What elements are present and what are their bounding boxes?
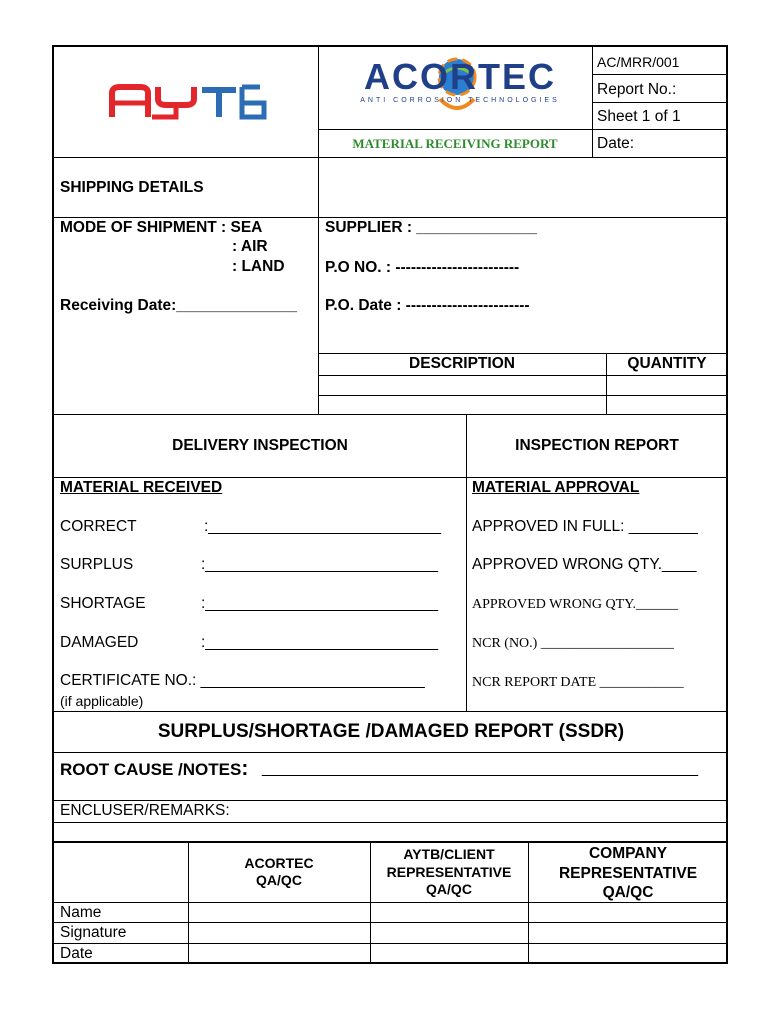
- divider: [54, 800, 728, 801]
- damaged-label: DAMAGED: [60, 634, 139, 651]
- supplier-field[interactable]: SUPPLIER : ______________: [325, 219, 537, 236]
- mode-air: : AIR: [232, 238, 268, 255]
- signoff-row-signature: Signature: [60, 924, 127, 941]
- remarks-field[interactable]: [55, 823, 727, 840]
- remarks-label: ENCLUSER/REMARKS:: [60, 802, 230, 819]
- shipping-details-title: SHIPPING DETAILS: [60, 179, 204, 196]
- correct-label: CORRECT: [60, 518, 137, 535]
- approved-wrong-qty-field[interactable]: APPROVED WRONG QTY.____: [472, 556, 697, 573]
- delivery-inspection-title: DELIVERY INSPECTION: [172, 437, 348, 454]
- signoff-cell[interactable]: [529, 944, 727, 963]
- report-no-label: Report No.:: [597, 81, 677, 98]
- root-cause-field[interactable]: _________________________________________________: [262, 760, 699, 777]
- material-received-heading: MATERIAL RECEIVED: [60, 479, 223, 496]
- root-cause-text: ROOT CAUSE /NOTES: [60, 760, 242, 779]
- acortec-wordmark: ACORTEC: [364, 56, 556, 97]
- description-header: DESCRIPTION: [409, 355, 515, 372]
- signoff-col-line: COMPANY: [588, 845, 668, 862]
- divider: [54, 414, 728, 415]
- doc-code: AC/MRR/001: [597, 54, 680, 70]
- signoff-col-company: [528, 844, 728, 903]
- ncr-no-field[interactable]: NCR (NO.) ___________________: [472, 636, 674, 651]
- description-cell[interactable]: [319, 376, 605, 394]
- sheet-label: Sheet 1 of 1: [597, 108, 681, 125]
- mode-land: : LAND: [232, 258, 285, 275]
- inspection-report-title: INSPECTION REPORT: [515, 437, 679, 454]
- root-cause-label: [60, 759, 248, 780]
- signoff-col-line: QA/QC: [602, 884, 654, 901]
- surplus-label: SURPLUS: [60, 556, 134, 573]
- acortec-logo: [344, 51, 576, 123]
- material-receiving-report-form: [52, 45, 728, 964]
- divider: [592, 74, 728, 75]
- po-date-field[interactable]: P.O. Date : ------------------------: [325, 297, 530, 314]
- acortec-tagline: ANTI CORROSION TECHNOLOGIES: [360, 97, 560, 104]
- divider: [54, 841, 728, 843]
- divider: [54, 711, 728, 712]
- divider: [466, 414, 467, 711]
- root-cause-colon: :: [241, 757, 249, 780]
- shortage-field[interactable]: :___________________________: [201, 595, 439, 612]
- signoff-col-line: AYTB/CLIENT: [403, 846, 495, 862]
- shortage-label: SHORTAGE: [60, 595, 146, 612]
- signoff-cell[interactable]: [371, 944, 527, 963]
- if-applicable-note: (if applicable): [60, 693, 144, 709]
- material-approval-heading: MATERIAL APPROVAL: [472, 479, 640, 496]
- signoff-cell[interactable]: [371, 923, 527, 943]
- quantity-cell[interactable]: [607, 376, 727, 394]
- description-cell[interactable]: [319, 396, 605, 413]
- receiving-date-field[interactable]: Receiving Date:______________: [60, 297, 297, 314]
- signoff-col-acortec: [188, 855, 370, 889]
- signoff-col-client: [370, 846, 528, 899]
- quantity-cell[interactable]: [607, 396, 727, 413]
- signoff-col-line: REPRESENTATIVE: [558, 864, 698, 882]
- signoff-cell[interactable]: [371, 903, 527, 922]
- certificate-no-field[interactable]: CERTIFICATE NO.: __________________________: [60, 672, 425, 689]
- surplus-field[interactable]: :___________________________: [201, 556, 439, 573]
- signoff-cell[interactable]: [189, 923, 369, 943]
- signoff-cell[interactable]: [189, 903, 369, 922]
- divider: [592, 102, 728, 103]
- report-title: MATERIAL RECEIVING REPORT: [352, 136, 558, 151]
- aytb-logo: [108, 81, 268, 123]
- signoff-cell[interactable]: [529, 923, 727, 943]
- divider: [54, 477, 728, 478]
- divider: [54, 217, 728, 218]
- damaged-field[interactable]: :___________________________: [201, 634, 439, 651]
- signoff-col-line: REPRESENTATIVE: [386, 863, 512, 880]
- approved-in-full-field[interactable]: APPROVED IN FULL: ________: [472, 518, 698, 535]
- date-label: Date:: [597, 135, 635, 152]
- mode-of-shipment: MODE OF SHIPMENT : SEA: [60, 219, 263, 236]
- signoff-col-line: QA/QC: [256, 872, 302, 888]
- signoff-row-name: Name: [60, 904, 102, 921]
- ssdr-title: SURPLUS/SHORTAGE /DAMAGED REPORT (SSDR): [157, 721, 625, 742]
- quantity-header: QUANTITY: [627, 355, 707, 372]
- signoff-row-date: Date: [60, 945, 93, 962]
- divider: [54, 157, 728, 158]
- signoff-col-line: ACORTEC: [244, 855, 314, 871]
- signoff-cell[interactable]: [189, 944, 369, 963]
- divider: [54, 752, 728, 753]
- divider: [318, 353, 728, 354]
- correct-field[interactable]: :___________________________: [204, 518, 442, 535]
- ncr-report-date-field[interactable]: NCR REPORT DATE ____________: [472, 675, 684, 690]
- po-no-field[interactable]: P.O NO. : ------------------------: [325, 259, 520, 276]
- divider: [318, 129, 728, 130]
- signoff-cell[interactable]: [529, 903, 727, 922]
- approved-wrong-qty-field-2[interactable]: APPROVED WRONG QTY.______: [472, 597, 679, 612]
- signoff-col-line: QA/QC: [426, 881, 472, 897]
